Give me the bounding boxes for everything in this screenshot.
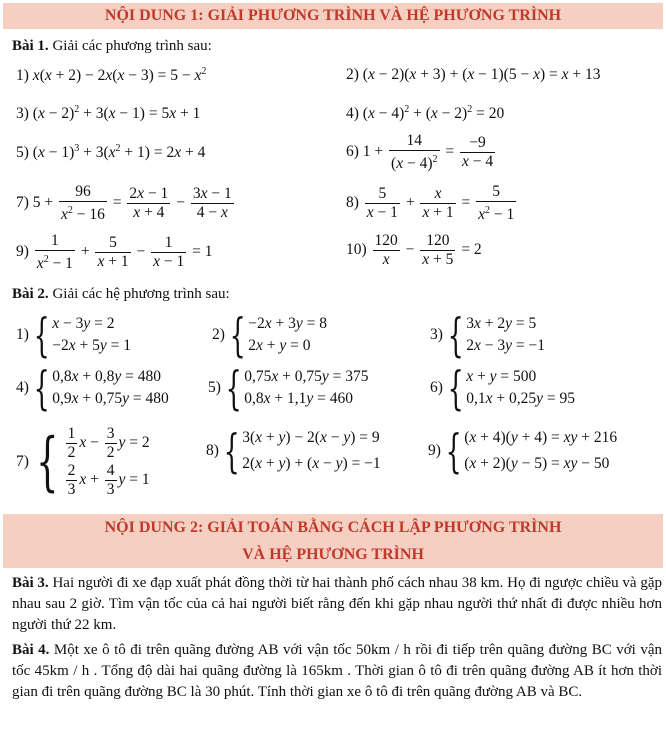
system-5: 5) { 0,75x + 0,75y = 375 0,8x + 1,1y = 460: [208, 361, 369, 415]
eq-1: 1) $x(x + 2) - 2x(x - 3) = 5 - x^2$: [16, 66, 207, 85]
system-3: 3) { 3x + 2y = 5 2x − 3y = −1: [430, 308, 545, 362]
eq-3: 3) $(x - 2)^2 + 3(x - 1) = 5x + 1$: [16, 104, 201, 123]
eq-9: 9) $\frac{1}{x^2 - 1}$ + $\frac{5}{x + 1}$ − $\frac{1}{x - 1}$ = 1: [16, 232, 213, 273]
system-2: 2) { −2x + 3y = 8 2x + y = 0: [212, 308, 327, 362]
system-7: 7) { $\frac{1}{2}$ x − $\frac{3}{2}$ y = 2 $\frac{2}{3}$ x + $\frac{4}{3}$ y = 1: [16, 425, 150, 499]
bai2-heading: Bài 2. Giải các hệ phương trình sau:: [12, 286, 230, 302]
section1-title: NỘI DUNG 1: GIẢI PHƯƠNG TRÌNH VÀ HỆ PHƯƠNG TRÌNH: [3, 3, 663, 29]
bai4-paragraph: Bài 4. Một xe ô tô đi trên quãng đường AB với vận tốc 50km / h rồi đi tiếp trên quãng đường BC với vận tốc 45km / h . Tổng độ dài hai quãng đường là 165km . Thời gian ô tô đi trên quãng đường AB ít hơn thời gian đi trên quãng đường BC là 30 phút. Tính thời gian xe ô tô đi trên quãng đường AB và BC.: [12, 642, 662, 700]
eq-2: 2) (x − 2)(x + 3) + (x − 1)(5 − x) = x + 13: [346, 66, 601, 83]
system-9: 9) { (x + 4)(y + 4) = xy + 216 (x + 2)(y − 5) = xy − 50: [428, 424, 618, 478]
section2-title: NỘI DUNG 2: GIẢI TOÁN BẰNG CÁCH LẬP PHƯƠNG TRÌNH VÀ HỆ PHƯƠNG TRÌNH: [3, 514, 663, 568]
eq-10: 10) $\frac{120}{x}$ − $\frac{120}{x + 5}$ = 2: [346, 232, 482, 268]
eq-6: 6) 1 + $\frac{14}{(x - 4)^2}$ = $\frac{-9}{x - 4}$: [346, 132, 494, 173]
eq-4: 4) $(x - 4)^2 + (x - 2)^2 = 20$: [346, 104, 505, 123]
bai1-heading: Bài 1. Giải các phương trình sau:: [12, 38, 212, 54]
eq-8: 8) $\frac{5}{x - 1}$ + $\frac{x}{x + 1}$ = $\frac{5}{x^2 - 1}$: [346, 183, 515, 224]
system-6: 6) { x + y = 500 0,1x + 0,25y = 95: [430, 361, 575, 415]
system-1: 1) { x − 3y = 2 −2x + 5y = 1: [16, 308, 131, 362]
system-4: 4) { 0,8x + 0,8y = 480 0,9x + 0,75y = 480: [16, 361, 169, 415]
system-8: 8) { 3(x + y) − 2(x − y) = 9 2(x + y) + (x − y) = −1: [206, 424, 381, 478]
eq-5: 5) $(x - 1)^3 + 3(x^2 + 1) = 2x + 4$: [16, 143, 206, 162]
bai3-paragraph: Bài 3. Hai người đi xe đạp xuất phát đồng thời từ hai thành phố cách nhau 38 km. Họ đi ngược chiều và gặp nhau sau 2 giờ. Tìm vận tốc của cả hai người biết rằng đến khi gặp nhau người thứ nhất đi được nhiều hơn người thứ 22 km.: [12, 575, 662, 633]
eq-7: 7) 5 + $\frac{96}{x^2 - 16}$ = $\frac{2x - 1}{x + 4}$ − $\frac{3x - 1}{4 - x}$: [16, 183, 232, 224]
